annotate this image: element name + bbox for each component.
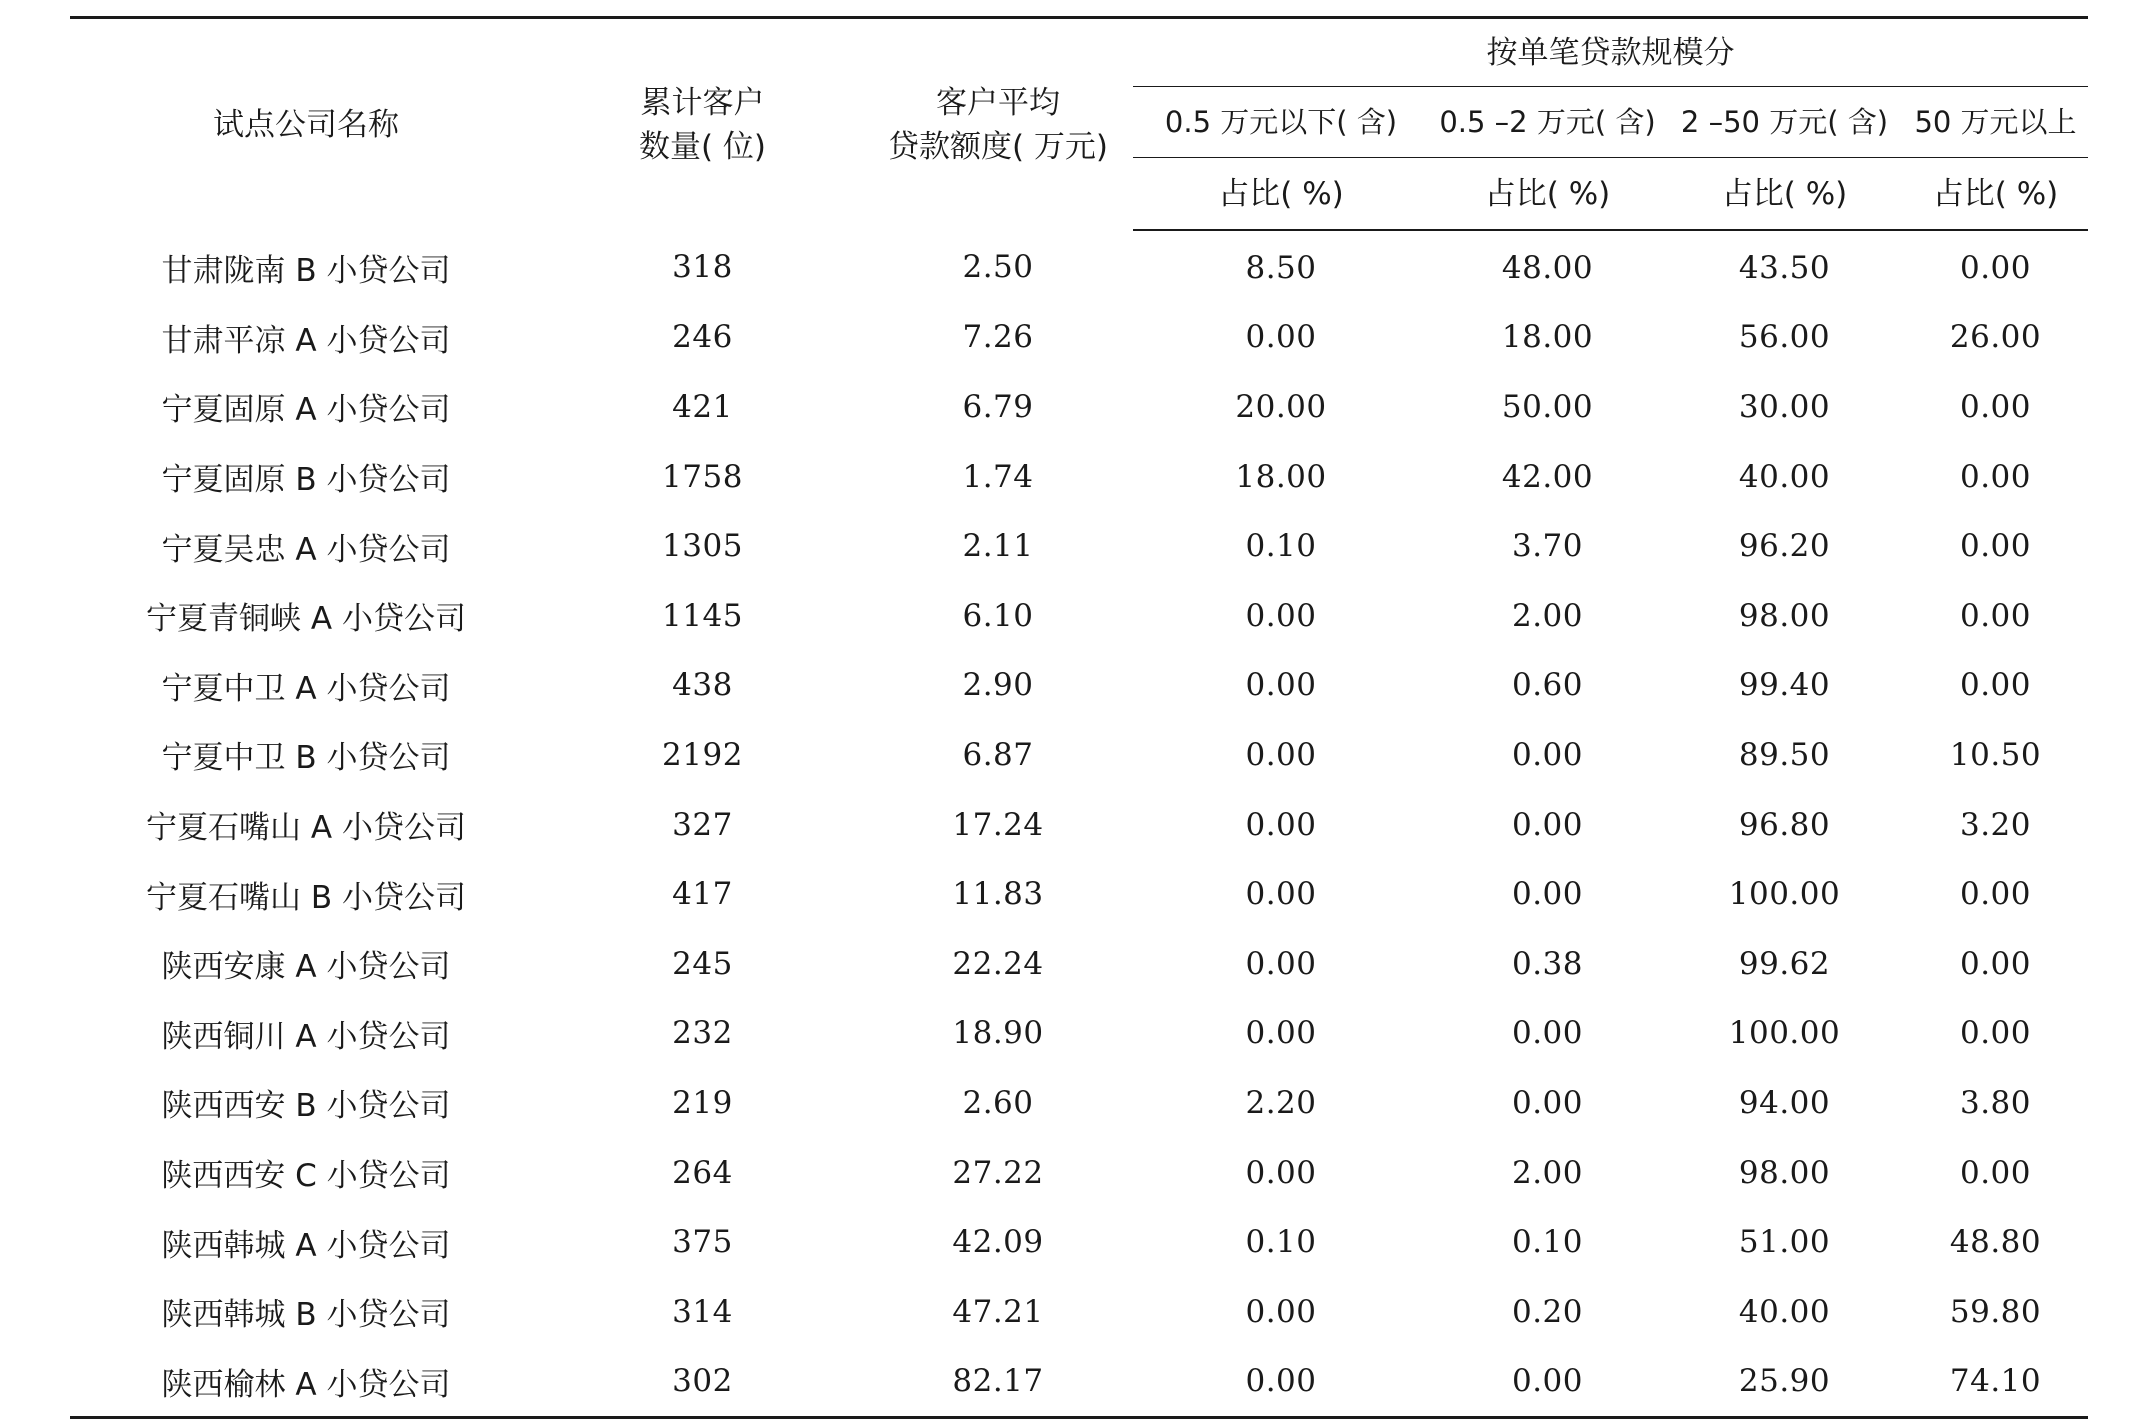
customer-count-cell: 302 bbox=[542, 1347, 863, 1418]
share-over-50-cell: 48.80 bbox=[1949, 1224, 2042, 1261]
share-0-5-to-2-cell: 0.00 bbox=[1511, 806, 1584, 843]
company-name-cell: 宁夏中卫 A 小贷公司 bbox=[161, 670, 451, 707]
share-over-50-cell: 0.00 bbox=[1959, 249, 2032, 286]
company-name-cell: 陕西西安 C 小贷公司 bbox=[161, 1158, 451, 1195]
share-0-5-to-2-cell: 48.00 bbox=[1501, 249, 1594, 286]
header-share-1: 占比( %) bbox=[1133, 158, 1429, 231]
share-under-0-5-cell: 0.10 bbox=[1245, 1224, 1317, 1261]
share-under-0-5-cell: 0.00 bbox=[1245, 736, 1317, 773]
average-loan-cell: 2.11 bbox=[962, 528, 1034, 565]
table-body bbox=[70, 230, 2088, 1418]
table-row bbox=[70, 651, 2088, 721]
table-row bbox=[70, 1207, 2088, 1277]
share-over-50-cell: 3.80 bbox=[1959, 1084, 2032, 1121]
share-0-5-to-2-cell: 0.38 bbox=[1511, 945, 1584, 982]
table-row bbox=[70, 511, 2088, 581]
share-2-to-50-cell: 30.00 bbox=[1738, 388, 1831, 425]
share-2-to-50-cell: 99.62 bbox=[1738, 945, 1831, 982]
share-over-50-cell: 0.00 bbox=[1959, 945, 2032, 982]
share-under-0-5-cell: 0.00 bbox=[1245, 1154, 1317, 1191]
company-name-cell: 甘肃陇南 B 小贷公司 bbox=[161, 252, 451, 289]
table-row bbox=[70, 230, 2088, 303]
header-share-3: 占比( %) bbox=[1666, 158, 1903, 231]
share-over-50-cell: 0.00 bbox=[1959, 388, 2032, 425]
share-over-50-cell: 10.50 bbox=[1949, 736, 2042, 773]
company-name-cell: 宁夏石嘴山 A 小贷公司 bbox=[146, 810, 466, 847]
share-2-to-50-cell: 100.00 bbox=[1728, 1015, 1841, 1052]
share-over-50-cell: 0.00 bbox=[1959, 667, 2032, 704]
header-range-0-5-to-2: 0.5 –2 万元( 含) bbox=[1429, 87, 1666, 158]
table-row bbox=[70, 1347, 2088, 1418]
share-over-50-cell: 59.80 bbox=[1949, 1293, 2042, 1330]
header-average-loan-line1: 客户平均 bbox=[936, 84, 1060, 121]
header-range-over-50: 50 万元以上 bbox=[1903, 87, 2088, 158]
table-row bbox=[70, 372, 2088, 442]
customer-count-cell: 1758 bbox=[662, 458, 743, 495]
share-0-5-to-2-cell: 3.70 bbox=[1511, 528, 1584, 565]
header-share-2: 占比( %) bbox=[1429, 158, 1666, 231]
share-2-to-50-cell: 51.00 bbox=[1738, 1224, 1831, 1261]
average-loan-cell: 17.24 bbox=[952, 806, 1044, 843]
header-average-loan bbox=[863, 18, 1133, 231]
customer-count-cell: 246 bbox=[672, 319, 733, 356]
average-loan-cell: 6.87 bbox=[962, 736, 1034, 773]
share-over-50-cell: 0.00 bbox=[1959, 597, 2032, 634]
table-row bbox=[70, 1138, 2088, 1208]
customer-count-cell: 232 bbox=[672, 1015, 733, 1052]
share-0-5-to-2-cell: 0.00 bbox=[1429, 1347, 1666, 1418]
share-2-to-50-cell: 98.00 bbox=[1738, 1154, 1831, 1191]
customer-count-cell: 219 bbox=[672, 1084, 733, 1121]
share-0-5-to-2-cell: 0.00 bbox=[1511, 876, 1584, 913]
share-0-5-to-2-cell: 42.00 bbox=[1501, 458, 1594, 495]
table-row bbox=[70, 720, 2088, 790]
header-average-loan-line2: 贷款额度( 万元) bbox=[887, 128, 1109, 165]
share-over-50-cell: 26.00 bbox=[1949, 319, 2042, 356]
customer-count-cell: 1145 bbox=[662, 597, 743, 634]
average-loan-cell: 2.60 bbox=[962, 1084, 1034, 1121]
share-2-to-50-cell: 94.00 bbox=[1738, 1084, 1831, 1121]
table-row bbox=[70, 790, 2088, 860]
table-row bbox=[70, 1277, 2088, 1347]
share-over-50-cell: 74.10 bbox=[1903, 1347, 2088, 1418]
share-under-0-5-cell: 0.00 bbox=[1245, 319, 1317, 356]
company-name-cell: 宁夏固原 A 小贷公司 bbox=[161, 392, 451, 429]
share-2-to-50-cell: 40.00 bbox=[1738, 458, 1831, 495]
share-under-0-5-cell: 0.00 bbox=[1245, 945, 1317, 982]
header-customer-count bbox=[542, 18, 863, 231]
share-2-to-50-cell: 99.40 bbox=[1738, 667, 1831, 704]
share-under-0-5-cell: 0.10 bbox=[1245, 528, 1317, 565]
header-range-under-0-5: 0.5 万元以下( 含) bbox=[1133, 87, 1429, 158]
share-under-0-5-cell: 8.50 bbox=[1245, 249, 1317, 286]
header-company-name: 试点公司名称 bbox=[70, 18, 542, 231]
share-over-50-cell: 0.00 bbox=[1959, 1154, 2032, 1191]
share-under-0-5-cell: 0.00 bbox=[1245, 1293, 1317, 1330]
share-under-0-5-cell: 2.20 bbox=[1245, 1084, 1317, 1121]
company-name-cell: 陕西韩城 A 小贷公司 bbox=[161, 1227, 451, 1264]
company-name-cell: 陕西安康 A 小贷公司 bbox=[161, 949, 451, 986]
share-over-50-cell: 0.00 bbox=[1959, 1015, 2032, 1052]
customer-count-cell: 417 bbox=[672, 876, 733, 913]
customer-count-cell: 421 bbox=[672, 388, 733, 425]
share-0-5-to-2-cell: 18.00 bbox=[1501, 319, 1594, 356]
share-over-50-cell: 0.00 bbox=[1959, 528, 2032, 565]
header-share-4: 占比( %) bbox=[1903, 158, 2088, 231]
company-name-cell: 陕西韩城 B 小贷公司 bbox=[161, 1297, 451, 1334]
customer-count-cell: 314 bbox=[672, 1293, 733, 1330]
customer-count-cell: 245 bbox=[672, 945, 733, 982]
share-2-to-50-cell: 100.00 bbox=[1728, 876, 1841, 913]
customer-count-cell: 318 bbox=[672, 249, 733, 286]
customer-count-cell: 375 bbox=[672, 1224, 733, 1261]
share-2-to-50-cell: 40.00 bbox=[1738, 1293, 1831, 1330]
header-customer-count-line2: 数量( 位) bbox=[638, 128, 767, 165]
share-2-to-50-cell: 96.20 bbox=[1738, 528, 1831, 565]
share-0-5-to-2-cell: 0.00 bbox=[1511, 1084, 1584, 1121]
share-2-to-50-cell: 89.50 bbox=[1738, 736, 1831, 773]
share-under-0-5-cell: 0.00 bbox=[1245, 876, 1317, 913]
header-range-2-to-50: 2 –50 万元( 含) bbox=[1666, 87, 1903, 158]
customer-count-cell: 2192 bbox=[662, 736, 743, 773]
customer-count-cell: 1305 bbox=[662, 528, 743, 565]
company-name-cell: 宁夏吴忠 A 小贷公司 bbox=[161, 531, 451, 568]
company-name-cell: 陕西西安 B 小贷公司 bbox=[161, 1088, 451, 1125]
company-name-cell: 宁夏青铜峡 A 小贷公司 bbox=[146, 601, 466, 638]
table-row bbox=[70, 929, 2088, 999]
table-header bbox=[70, 18, 2088, 231]
share-under-0-5-cell: 0.00 bbox=[1245, 597, 1317, 634]
company-name-cell: 宁夏中卫 B 小贷公司 bbox=[161, 740, 451, 777]
share-over-50-cell: 0.00 bbox=[1959, 876, 2032, 913]
table-row bbox=[70, 999, 2088, 1069]
share-0-5-to-2-cell: 0.00 bbox=[1511, 736, 1584, 773]
average-loan-cell: 6.79 bbox=[962, 388, 1034, 425]
average-loan-cell: 6.10 bbox=[962, 597, 1034, 634]
customer-count-cell: 264 bbox=[672, 1154, 733, 1191]
share-2-to-50-cell: 96.80 bbox=[1738, 806, 1831, 843]
header-loan-size-group: 按单笔贷款规模分 bbox=[1133, 18, 2088, 87]
share-0-5-to-2-cell: 0.00 bbox=[1511, 1015, 1584, 1052]
share-2-to-50-cell: 56.00 bbox=[1738, 319, 1831, 356]
average-loan-cell: 2.50 bbox=[962, 249, 1034, 286]
customer-count-cell: 438 bbox=[672, 667, 733, 704]
average-loan-cell: 18.90 bbox=[952, 1015, 1044, 1052]
share-0-5-to-2-cell: 50.00 bbox=[1501, 388, 1594, 425]
customer-count-cell: 327 bbox=[672, 806, 733, 843]
average-loan-cell: 1.74 bbox=[962, 458, 1034, 495]
company-name-cell: 陕西铜川 A 小贷公司 bbox=[161, 1018, 451, 1055]
share-under-0-5-cell: 0.00 bbox=[1245, 1015, 1317, 1052]
average-loan-cell: 22.24 bbox=[952, 945, 1044, 982]
share-0-5-to-2-cell: 2.00 bbox=[1511, 597, 1584, 634]
company-name-cell: 宁夏固原 B 小贷公司 bbox=[161, 462, 451, 499]
share-0-5-to-2-cell: 2.00 bbox=[1511, 1154, 1584, 1191]
company-name-cell: 甘肃平凉 A 小贷公司 bbox=[161, 322, 451, 359]
average-loan-cell: 11.83 bbox=[952, 876, 1044, 913]
average-loan-cell: 47.21 bbox=[952, 1293, 1044, 1330]
loan-distribution-table bbox=[70, 16, 2088, 1419]
share-under-0-5-cell: 0.00 bbox=[1133, 1347, 1429, 1418]
share-over-50-cell: 3.20 bbox=[1959, 806, 2032, 843]
table-row bbox=[70, 442, 2088, 512]
company-name-cell: 宁夏石嘴山 B 小贷公司 bbox=[146, 879, 466, 916]
share-under-0-5-cell: 0.00 bbox=[1245, 806, 1317, 843]
table-row bbox=[70, 1068, 2088, 1138]
average-loan-cell: 82.17 bbox=[863, 1347, 1133, 1418]
average-loan-cell: 2.90 bbox=[962, 667, 1034, 704]
share-over-50-cell: 0.00 bbox=[1959, 458, 2032, 495]
share-under-0-5-cell: 0.00 bbox=[1245, 667, 1317, 704]
share-0-5-to-2-cell: 0.10 bbox=[1511, 1224, 1584, 1261]
share-2-to-50-cell: 25.90 bbox=[1666, 1347, 1903, 1418]
average-loan-cell: 7.26 bbox=[962, 319, 1034, 356]
table-row bbox=[70, 581, 2088, 651]
table-row bbox=[70, 303, 2088, 373]
share-2-to-50-cell: 43.50 bbox=[1738, 249, 1831, 286]
share-under-0-5-cell: 20.00 bbox=[1235, 388, 1327, 425]
header-customer-count-line1: 累计客户 bbox=[640, 84, 765, 121]
share-2-to-50-cell: 98.00 bbox=[1738, 597, 1831, 634]
share-0-5-to-2-cell: 0.20 bbox=[1511, 1293, 1584, 1330]
average-loan-cell: 42.09 bbox=[952, 1224, 1044, 1261]
average-loan-cell: 27.22 bbox=[952, 1154, 1044, 1191]
company-name-cell: 陕西榆林 A 小贷公司 bbox=[70, 1347, 542, 1418]
share-under-0-5-cell: 18.00 bbox=[1235, 458, 1327, 495]
table-row bbox=[70, 859, 2088, 929]
share-0-5-to-2-cell: 0.60 bbox=[1511, 667, 1584, 704]
